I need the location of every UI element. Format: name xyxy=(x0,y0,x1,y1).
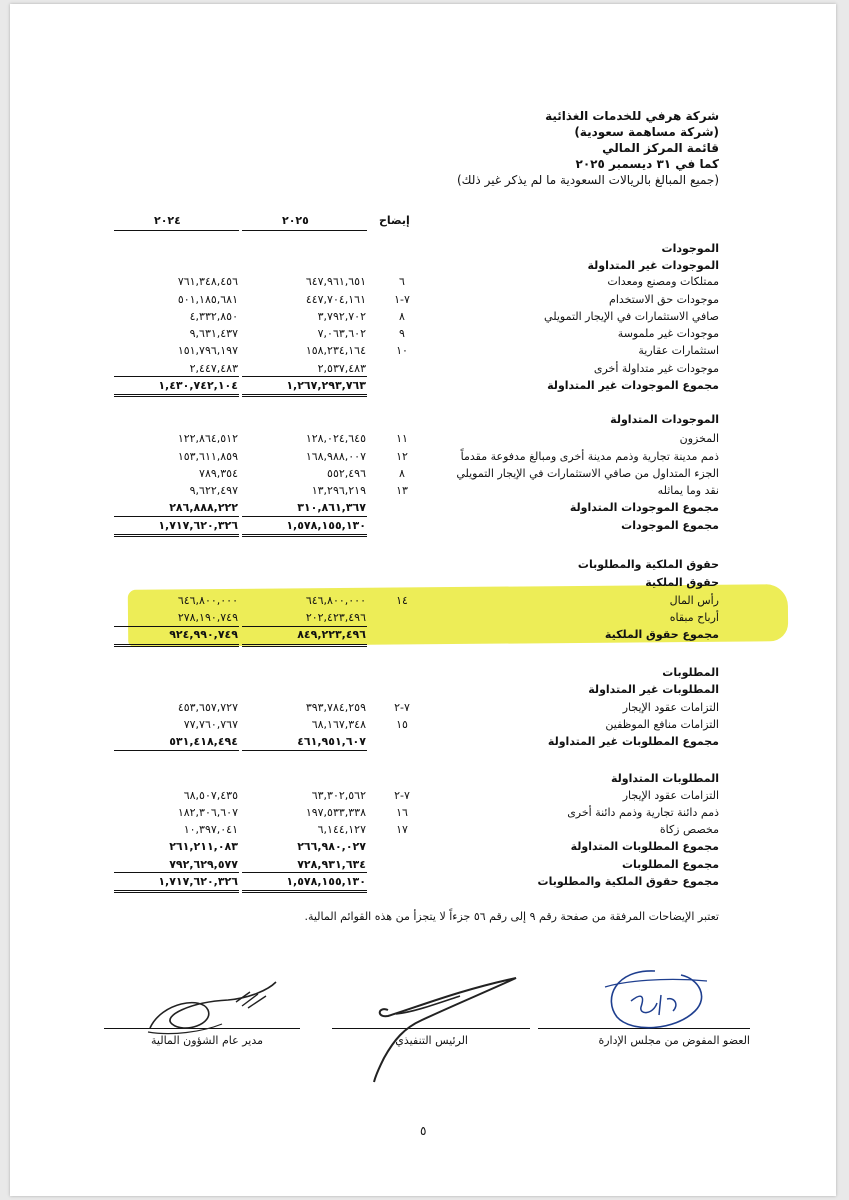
row-value-2024: ٧٩٢,٦٢٩,٥٧٧ xyxy=(169,858,238,871)
row-label: مجموع الموجودات xyxy=(621,519,719,532)
row-label: ذمم مدينة تجارية وذمم مدينة أخرى ومبالغ مدفوعة مقدماً xyxy=(460,450,719,463)
row-value-2024: ٩٢٤,٩٩٠,٧٤٩ xyxy=(169,628,238,641)
table-row xyxy=(10,291,836,308)
total-rule xyxy=(242,890,367,891)
row-label: أرباح مبقاه xyxy=(669,611,719,624)
row-value-2025: ٤٤٧,٧٠٤,١٦١ xyxy=(305,293,366,306)
row-value-2025: ٣٩٣,٧٨٤,٢٥٩ xyxy=(305,701,366,714)
row-label: المخزون xyxy=(679,432,719,445)
section-heading xyxy=(10,681,836,698)
section-heading xyxy=(10,556,836,573)
section-heading xyxy=(10,257,836,274)
table-row xyxy=(10,873,836,890)
row-label: التزامات عقود الإيجار xyxy=(622,701,719,714)
row-value-2024: ٥٣١,٤١٨,٤٩٤ xyxy=(169,735,238,748)
column-header-note: إيضاح xyxy=(379,214,410,227)
total-rule xyxy=(114,644,239,645)
row-value-2025: ٧٢٨,٩٣١,٦٣٤ xyxy=(297,858,366,871)
total-rule xyxy=(114,534,239,535)
statement-title: قائمة المركز المالي xyxy=(602,141,719,155)
total-rule xyxy=(242,376,367,377)
row-note-ref: ١١ xyxy=(396,432,408,445)
row-note-ref: ١٠ xyxy=(396,344,408,357)
row-label: استثمارات عقارية xyxy=(638,344,719,357)
row-note-ref: ٩ xyxy=(399,327,405,340)
table-row xyxy=(10,626,836,643)
row-value-2024: ١٠,٣٩٧,٠٤١ xyxy=(183,823,238,836)
row-value-2025: ٥٥٢,٤٩٦ xyxy=(327,467,366,480)
row-value-2024: ١٨٢,٣٠٦,٦٠٧ xyxy=(177,806,238,819)
total-rule xyxy=(114,646,239,647)
row-label: حقوق الملكية والمطلوبات xyxy=(577,558,719,571)
table-row xyxy=(10,517,836,534)
total-rule xyxy=(242,516,367,517)
row-value-2024: ٢٧٨,١٩٠,٧٤٩ xyxy=(177,611,238,624)
row-value-2024: ١٢٢,٨٦٤,٥١٢ xyxy=(177,432,238,445)
row-label: مجموع المطلوبات غير المتداولة xyxy=(547,735,719,748)
table-row xyxy=(10,592,836,609)
row-value-2024: ١,٤٣٠,٧٤٢,١٠٤ xyxy=(158,379,238,392)
row-value-2025: ١٩٧,٥٣٣,٣٣٨ xyxy=(305,806,366,819)
row-value-2025: ٦٤٧,٩٦١,٦٥١ xyxy=(305,275,366,288)
table-row xyxy=(10,308,836,325)
row-value-2024: ٧٨٩,٣٥٤ xyxy=(199,467,238,480)
row-value-2025: ١٦٨,٩٨٨,٠٠٧ xyxy=(305,450,366,463)
total-rule xyxy=(242,536,367,537)
table-row xyxy=(10,733,836,750)
row-value-2025: ٢٠٢,٤٢٣,٤٩٦ xyxy=(305,611,366,624)
table-row xyxy=(10,821,836,838)
row-label: ممتلكات ومصنع ومعدات xyxy=(607,275,719,288)
total-rule xyxy=(242,872,367,873)
row-value-2025: ٣,٧٩٢,٧٠٢ xyxy=(317,310,366,323)
row-note-ref: ١٣ xyxy=(396,484,408,497)
total-rule xyxy=(114,750,239,751)
row-value-2024: ٢,٤٤٧,٤٨٣ xyxy=(189,362,238,375)
total-rule xyxy=(242,646,367,647)
total-rule xyxy=(114,626,239,627)
section-heading xyxy=(10,411,836,428)
column-header-2025: ٢٠٢٥ xyxy=(282,214,309,227)
page-number: ٥ xyxy=(420,1124,427,1138)
signature-board xyxy=(595,959,715,1039)
total-rule xyxy=(114,536,239,537)
row-value-2025: ١٥٨,٢٣٤,١٦٤ xyxy=(305,344,366,357)
row-value-2025: ٤٦١,٩٥١,٦٠٧ xyxy=(297,735,366,748)
row-label: التزامات عقود الإيجار xyxy=(622,789,719,802)
column-header-rule xyxy=(114,230,239,231)
section-heading xyxy=(10,574,836,591)
company-type: (شركة مساهمة سعودية) xyxy=(574,125,719,139)
signature-ceo xyxy=(340,966,540,1086)
row-note-ref: ١٦ xyxy=(396,806,408,819)
row-value-2025: ٧,٠٦٣,٦٠٢ xyxy=(317,327,366,340)
total-rule xyxy=(114,396,239,397)
row-label: رأس المال xyxy=(669,594,719,607)
row-label: الموجودات المتداولة xyxy=(610,413,719,426)
table-row xyxy=(10,342,836,359)
row-value-2025: ١٣,٢٩٦,٢١٩ xyxy=(311,484,366,497)
row-label: ذمم دائنة تجارية وذمم دائنة أخرى xyxy=(567,806,719,819)
row-note-ref: ٨ xyxy=(399,310,405,323)
column-header-2024: ٢٠٢٤ xyxy=(154,214,181,227)
statement-header xyxy=(457,108,719,188)
row-value-2024: ١,٧١٧,٦٢٠,٣٢٦ xyxy=(158,875,238,888)
table-row xyxy=(10,465,836,482)
table-row xyxy=(10,699,836,716)
signature-title-board: العضو المفوض من مجلس الإدارة xyxy=(598,1034,750,1047)
total-rule xyxy=(114,872,239,873)
row-label: المطلوبات xyxy=(662,666,719,679)
total-rule xyxy=(114,890,239,891)
row-value-2024: ٢٨٦,٨٨٨,٢٢٢ xyxy=(169,501,238,514)
row-value-2024: ٧٦١,٣٤٨,٤٥٦ xyxy=(177,275,238,288)
row-label: الموجودات xyxy=(661,242,719,255)
row-value-2024: ٤,٣٣٢,٨٥٠ xyxy=(189,310,238,323)
table-row xyxy=(10,716,836,733)
total-rule xyxy=(242,534,367,535)
row-label: موجودات غير ملموسة xyxy=(617,327,719,340)
row-value-2025: ١,٥٧٨,١٥٥,١٣٠ xyxy=(286,519,366,532)
row-value-2025: ٦٣,٣٠٢,٥٦٢ xyxy=(311,789,366,802)
row-value-2025: ١,٥٧٨,١٥٥,١٣٠ xyxy=(286,875,366,888)
row-note-ref: ٧-٢ xyxy=(394,789,410,802)
row-label: التزامات منافع الموظفين xyxy=(605,718,719,731)
row-value-2024: ١٥٣,٦١١,٨٥٩ xyxy=(177,450,238,463)
row-value-2025: ٢٦٦,٩٨٠,٠٢٧ xyxy=(297,840,366,853)
statement-date: كما في ٣١ ديسمبر ٢٠٢٥ xyxy=(575,157,719,171)
row-note-ref: ٧-٢ xyxy=(394,701,410,714)
row-note-ref: ١٤ xyxy=(396,594,408,607)
total-rule xyxy=(242,644,367,645)
row-label: مجموع المطلوبات المتداولة xyxy=(570,840,719,853)
table-row xyxy=(10,430,836,447)
table-row xyxy=(10,838,836,855)
section-heading xyxy=(10,240,836,257)
row-label: مجموع الموجودات المتداولة xyxy=(569,501,719,514)
column-header-rule xyxy=(242,230,367,231)
signature-title-cfo: مدير عام الشؤون المالية xyxy=(151,1034,263,1047)
table-row xyxy=(10,482,836,499)
table-row xyxy=(10,360,836,377)
row-value-2024: ٧٧,٧٦٠,٧٦٧ xyxy=(183,718,238,731)
row-value-2025: ١٢٨,٠٢٤,٦٤٥ xyxy=(305,432,366,445)
row-value-2025: ٦,١٤٤,١٢٧ xyxy=(317,823,366,836)
row-value-2025: ٦٤٦,٨٠٠,٠٠٠ xyxy=(305,594,366,607)
row-label: حقوق الملكية xyxy=(645,576,719,589)
table-row xyxy=(10,325,836,342)
row-label: مخصص زكاة xyxy=(659,823,719,836)
section-heading xyxy=(10,664,836,681)
row-label: المطلوبات المتداولة xyxy=(610,772,719,785)
table-row xyxy=(10,499,836,516)
total-rule xyxy=(242,626,367,627)
row-value-2025: ٣١٠,٨٦١,٣٦٧ xyxy=(297,501,366,514)
row-value-2025: ١,٢٦٧,٢٩٣,٧٦٣ xyxy=(286,379,366,392)
row-label: الجزء المتداول من صافي الاستثمارات في الإيجار التمويلي xyxy=(456,467,719,480)
total-rule xyxy=(114,892,239,893)
row-label: مجموع حقوق الملكية xyxy=(604,628,719,641)
row-label: الموجودات غير المتداولة xyxy=(587,259,719,272)
row-label: صافي الاستثمارات في الإيجار التمويلي xyxy=(544,310,719,323)
total-rule xyxy=(242,394,367,395)
row-value-2025: ٦٨,١٦٧,٣٤٨ xyxy=(311,718,366,731)
row-value-2024: ٤٥٣,٦٥٧,٧٢٧ xyxy=(177,701,238,714)
row-note-ref: ١٧ xyxy=(396,823,408,836)
row-label: نقد وما يماثله xyxy=(657,484,719,497)
row-note-ref: ٧-١ xyxy=(394,293,410,306)
row-value-2025: ٨٤٩,٢٢٣,٤٩٦ xyxy=(297,628,366,641)
row-note-ref: ١٥ xyxy=(396,718,408,731)
row-label: مجموع حقوق الملكية والمطلوبات xyxy=(537,875,719,888)
row-value-2024: ٦٨,٥٠٧,٤٣٥ xyxy=(183,789,238,802)
row-label: مجموع الموجودات غير المتداولة xyxy=(547,379,719,392)
row-value-2024: ٦٤٦,٨٠٠,٠٠٠ xyxy=(177,594,238,607)
row-note-ref: ٨ xyxy=(399,467,405,480)
total-rule xyxy=(242,892,367,893)
row-value-2024: ١,٧١٧,٦٢٠,٣٢٦ xyxy=(158,519,238,532)
row-value-2024: ١٥١,٧٩٦,١٩٧ xyxy=(177,344,238,357)
row-value-2024: ٥٠١,١٨٥,٦٨١ xyxy=(177,293,238,306)
row-label: المطلوبات غير المتداولة xyxy=(588,683,719,696)
total-rule xyxy=(242,750,367,751)
row-label: مجموع المطلوبات xyxy=(621,858,719,871)
table-row xyxy=(10,609,836,626)
row-note-ref: ٦ xyxy=(399,275,405,288)
table-row xyxy=(10,804,836,821)
table-row xyxy=(10,856,836,873)
row-value-2024: ٢٦١,٢١١,٠٨٣ xyxy=(169,840,238,853)
total-rule xyxy=(242,396,367,397)
row-value-2025: ٢,٥٣٧,٤٨٣ xyxy=(317,362,366,375)
company-name: شركة هرفي للخدمات الغذائية xyxy=(545,109,719,123)
signature-cfo xyxy=(132,972,282,1052)
row-note-ref: ١٢ xyxy=(396,450,408,463)
total-rule xyxy=(114,516,239,517)
row-label: موجودات غير متداولة أخرى xyxy=(593,362,719,375)
footer-note: تعتبر الإيضاحات المرفقة من صفحة رقم ٩ إلى رقم ٥٦ جزءاً لا يتجزأ من هذه القوائم المالية. xyxy=(304,910,719,923)
row-value-2024: ٩,٦٣١,٤٣٧ xyxy=(189,327,238,340)
table-row xyxy=(10,377,836,394)
table-row xyxy=(10,273,836,290)
section-heading xyxy=(10,770,836,787)
total-rule xyxy=(114,376,239,377)
signature-title-ceo: الرئيس التنفيذي xyxy=(395,1034,468,1047)
row-label: موجودات حق الاستخدام xyxy=(609,293,719,306)
table-row xyxy=(10,787,836,804)
table-row xyxy=(10,448,836,465)
total-rule xyxy=(114,394,239,395)
currency-note: (جميع المبالغ بالريالات السعودية ما لم يذكر غير ذلك) xyxy=(456,173,719,187)
row-value-2024: ٩,٦٢٢,٤٩٧ xyxy=(189,484,238,497)
document-page xyxy=(10,4,836,1196)
